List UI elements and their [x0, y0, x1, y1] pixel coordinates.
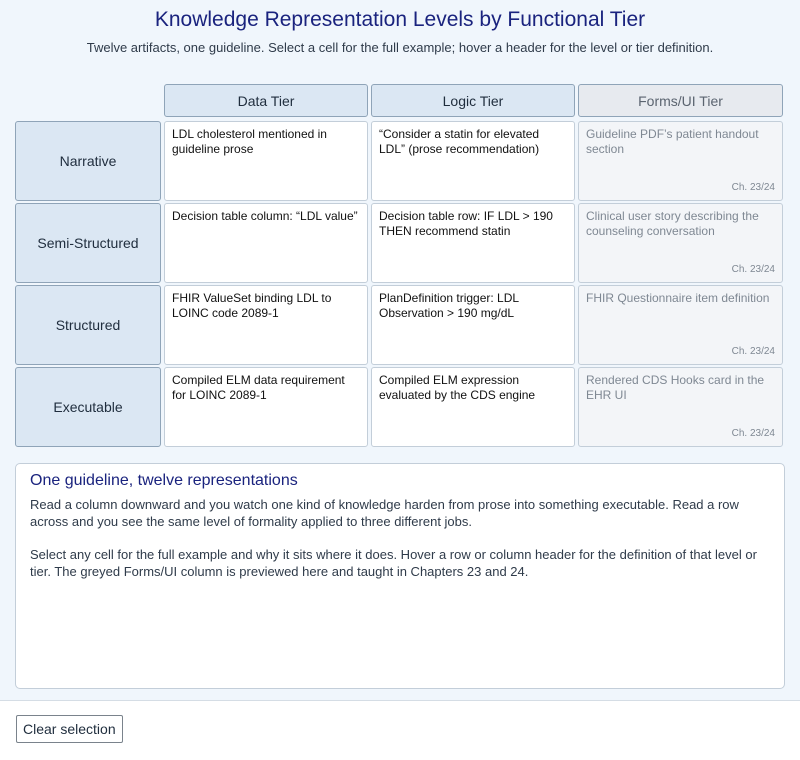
- cell-narrative-forms[interactable]: [578, 121, 783, 201]
- clear-selection-button[interactable]: Clear selection: [16, 715, 123, 743]
- cell-semi-structured-data[interactable]: Decision table column: “LDL value”: [164, 203, 368, 283]
- chapter-badge: Ch. 23/24: [731, 346, 775, 357]
- info-title: One guideline, twelve representations: [30, 472, 298, 489]
- representation-matrix: [15, 84, 783, 447]
- cell-text: Guideline PDF’s patient handout section: [586, 127, 759, 156]
- cell-narrative-data[interactable]: LDL cholesterol mentioned in guideline prose: [164, 121, 368, 201]
- info-paragraph: Read a column downward and you watch one kind of knowledge harden from prose into something executable. Read a row across and you see the same level of formality applied to three different jobs.: [30, 497, 739, 529]
- cell-semi-structured-forms[interactable]: [578, 203, 783, 283]
- chapter-badge: Ch. 23/24: [731, 428, 775, 439]
- cell-text: FHIR Questionnaire item definition: [586, 291, 770, 305]
- row-header-executable[interactable]: Executable: [15, 367, 161, 447]
- cell-structured-forms[interactable]: [578, 285, 783, 365]
- row-header-narrative[interactable]: Narrative: [15, 121, 161, 201]
- info-paragraph: Select any cell for the full example and why it sits where it does. Hover a row or column header for the definition of that level or tier. The greyed Forms/UI column is previewed here and taught in Chapters 23 and 24.: [30, 547, 757, 579]
- cell-narrative-logic[interactable]: “Consider a statin for elevated LDL” (prose recommendation): [371, 121, 575, 201]
- cell-structured-data[interactable]: FHIR ValueSet binding LDL to LOINC code 2089-1: [164, 285, 368, 365]
- matrix-corner: [15, 84, 161, 119]
- info-panel: [15, 463, 785, 689]
- row-header-semi-structured[interactable]: Semi-Structured: [15, 203, 161, 283]
- page-subtitle: Twelve artifacts, one guideline. Select a cell for the full example; hover a header for the level or tier definition.: [86, 40, 714, 55]
- cell-structured-logic[interactable]: PlanDefinition trigger: LDL Observation > 190 mg/dL: [371, 285, 575, 365]
- cell-executable-forms[interactable]: [578, 367, 783, 447]
- column-header-forms-ui-tier[interactable]: Forms/UI Tier: [578, 84, 783, 117]
- cell-text: Rendered CDS Hooks card in the EHR UI: [586, 373, 765, 402]
- cell-executable-logic[interactable]: Compiled ELM expression evaluated by the CDS engine: [371, 367, 575, 447]
- chapter-badge: Ch. 23/24: [731, 182, 775, 193]
- column-header-data-tier[interactable]: Data Tier: [164, 84, 368, 117]
- footer-bar: [0, 700, 800, 760]
- chapter-badge: Ch. 23/24: [731, 264, 775, 275]
- row-header-structured[interactable]: Structured: [15, 285, 161, 365]
- cell-semi-structured-logic[interactable]: Decision table row: IF LDL > 190 THEN recommend statin: [371, 203, 575, 283]
- column-header-logic-tier[interactable]: Logic Tier: [371, 84, 575, 117]
- cell-text: Clinical user story describing the counseling conversation: [586, 209, 759, 238]
- page-title: Knowledge Representation Levels by Functional Tier: [154, 8, 646, 31]
- cell-executable-data[interactable]: Compiled ELM data requirement for LOINC 2089-1: [164, 367, 368, 447]
